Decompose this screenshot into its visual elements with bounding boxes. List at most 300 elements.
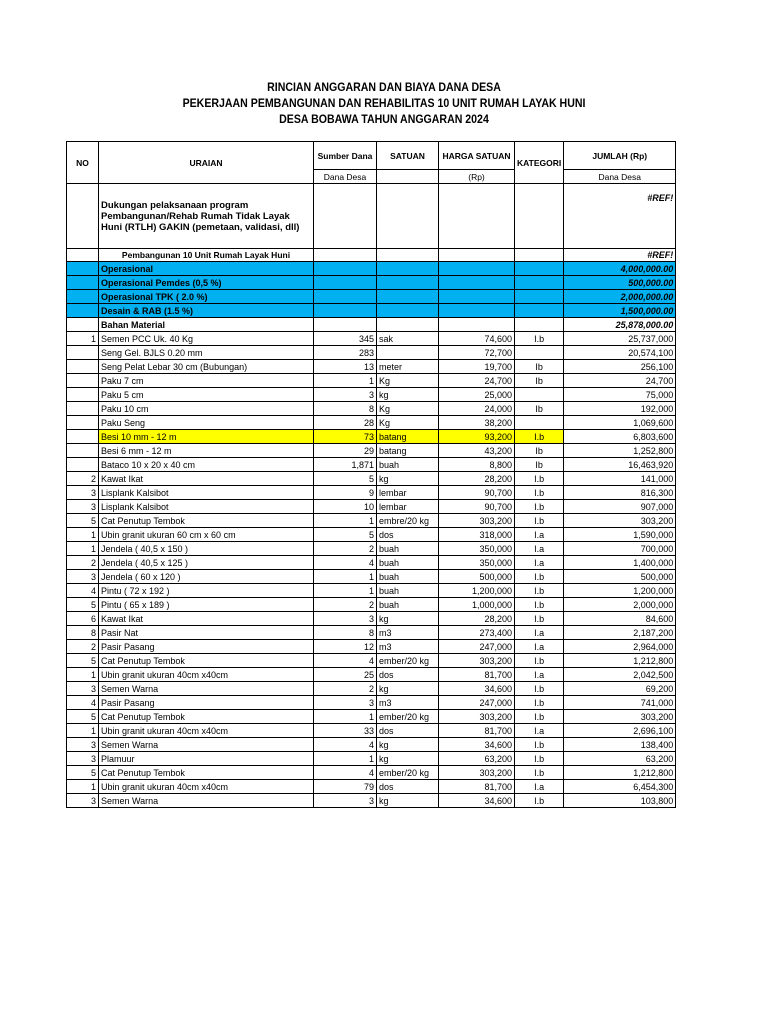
item-total: 25,737,000 <box>564 332 676 346</box>
item-price: 303,200 <box>439 710 515 724</box>
item-category: I.b <box>515 682 564 696</box>
item-qty: 1 <box>314 514 377 528</box>
item-no <box>67 360 99 374</box>
item-qty: 4 <box>314 738 377 752</box>
item-total: 69,200 <box>564 682 676 696</box>
item-total: 1,590,000 <box>564 528 676 542</box>
item-no: 5 <box>67 514 99 528</box>
op-label: Operasional TPK ( 2.0 %) <box>99 290 314 304</box>
header-satuan-blank <box>377 170 439 184</box>
item-qty: 12 <box>314 640 377 654</box>
item-qty: 13 <box>314 360 377 374</box>
operasional-row <box>67 262 676 276</box>
table-row <box>67 724 676 738</box>
item-category: Ib <box>515 360 564 374</box>
header-satuan: SATUAN <box>377 142 439 170</box>
item-unit: m3 <box>377 696 439 710</box>
item-total: 303,200 <box>564 514 676 528</box>
item-name: Plamuur <box>99 752 314 766</box>
item-price: 500,000 <box>439 570 515 584</box>
operasional-row <box>67 276 676 290</box>
item-qty: 1 <box>314 374 377 388</box>
table-row <box>67 542 676 556</box>
item-unit: dos <box>377 668 439 682</box>
item-category: Ib <box>515 374 564 388</box>
table-row <box>67 388 676 402</box>
item-total: 84,600 <box>564 612 676 626</box>
header-no: NO <box>67 142 99 184</box>
item-unit: kg <box>377 738 439 752</box>
item-category: I.b <box>515 514 564 528</box>
item-qty: 1 <box>314 752 377 766</box>
op-satuan <box>377 290 439 304</box>
item-total: 63,200 <box>564 752 676 766</box>
item-name: Pintu ( 65 x 189 ) <box>99 598 314 612</box>
item-no: 5 <box>67 710 99 724</box>
item-category: I.b <box>515 794 564 808</box>
table-row <box>67 780 676 794</box>
item-qty: 29 <box>314 444 377 458</box>
intro-row <box>67 184 676 249</box>
item-name: Semen PCC Uk. 40 Kg <box>99 332 314 346</box>
item-name: Ubin granit ukuran 40cm x40cm <box>99 780 314 794</box>
item-name: Bataco 10 x 20 x 40 cm <box>99 458 314 472</box>
item-category: I.a <box>515 640 564 654</box>
item-category: I.a <box>515 780 564 794</box>
op-kategori <box>515 304 564 318</box>
table-row <box>67 500 676 514</box>
item-qty: 33 <box>314 724 377 738</box>
sub-harga <box>439 249 515 262</box>
item-total: 907,000 <box>564 500 676 514</box>
table-row <box>67 556 676 570</box>
item-qty: 10 <box>314 500 377 514</box>
item-total: 1,069,600 <box>564 416 676 430</box>
table-row <box>67 738 676 752</box>
item-category: Ib <box>515 444 564 458</box>
header-jumlah: JUMLAH (Rp) <box>564 142 676 170</box>
item-unit: dos <box>377 724 439 738</box>
item-category: Ib <box>515 402 564 416</box>
sub-no <box>67 249 99 262</box>
header-row-1 <box>67 142 676 170</box>
operasional-row <box>67 290 676 304</box>
op-no <box>67 276 99 290</box>
item-name: Cat Penutup Tembok <box>99 654 314 668</box>
header-sumber-dana: Sumber Dana <box>314 142 377 170</box>
table-row <box>67 374 676 388</box>
item-no: 3 <box>67 486 99 500</box>
item-name: Cat Penutup Tembok <box>99 710 314 724</box>
bahan-total: 25,878,000.00 <box>564 318 676 332</box>
item-qty: 3 <box>314 612 377 626</box>
item-price: 350,000 <box>439 542 515 556</box>
header-harga-satuan: HARGA SATUAN <box>439 142 515 170</box>
item-price: 1,200,000 <box>439 584 515 598</box>
item-name: Ubin granit ukuran 40cm x40cm <box>99 668 314 682</box>
item-category: I.a <box>515 528 564 542</box>
op-sumber <box>314 262 377 276</box>
item-total: 1,212,800 <box>564 766 676 780</box>
item-price: 303,200 <box>439 654 515 668</box>
title-line-2: PEKERJAAN PEMBANGUNAN DAN REHABILITAS 10 UNIT RUMAH LAYAK HUNI <box>182 98 586 110</box>
item-name: Paku 5 cm <box>99 388 314 402</box>
item-price: 247,000 <box>439 640 515 654</box>
item-price: 34,600 <box>439 794 515 808</box>
table-row <box>67 612 676 626</box>
item-qty: 2 <box>314 598 377 612</box>
item-name: Cat Penutup Tembok <box>99 514 314 528</box>
item-unit: batang <box>377 430 439 444</box>
item-price: 93,200 <box>439 430 515 444</box>
item-total: 2,187,200 <box>564 626 676 640</box>
item-category: I.b <box>515 710 564 724</box>
item-price: 74,600 <box>439 332 515 346</box>
item-qty: 345 <box>314 332 377 346</box>
title-line-1: RINCIAN ANGGARAN DAN BIAYA DANA DESA <box>267 82 501 94</box>
header-dana-desa-2: Dana Desa <box>564 170 676 184</box>
item-name: Kawat Ikat <box>99 472 314 486</box>
item-no: 1 <box>67 668 99 682</box>
item-no: 3 <box>67 570 99 584</box>
table-row <box>67 640 676 654</box>
item-unit: dos <box>377 780 439 794</box>
op-sumber <box>314 276 377 290</box>
item-unit: lembar <box>377 500 439 514</box>
op-total: 4,000,000.00 <box>564 262 676 276</box>
op-label: Operasional <box>99 262 314 276</box>
item-total: 2,964,000 <box>564 640 676 654</box>
table-row <box>67 710 676 724</box>
item-price: 90,700 <box>439 500 515 514</box>
item-name: Semen Warna <box>99 682 314 696</box>
item-category: I.a <box>515 626 564 640</box>
item-unit: buah <box>377 570 439 584</box>
item-price: 81,700 <box>439 780 515 794</box>
item-no: 1 <box>67 332 99 346</box>
item-price: 303,200 <box>439 766 515 780</box>
item-no: 6 <box>67 612 99 626</box>
subtitle-total: #REF! <box>564 249 676 262</box>
item-category: I.b <box>515 472 564 486</box>
op-harga <box>439 290 515 304</box>
item-name: Pintu ( 72 x 192 ) <box>99 584 314 598</box>
item-name: Pasir Nat <box>99 626 314 640</box>
item-total: 1,400,000 <box>564 556 676 570</box>
item-price: 81,700 <box>439 724 515 738</box>
op-label: Desain & RAB (1.5 %) <box>99 304 314 318</box>
item-name: Besi 6 mm - 12 m <box>99 444 314 458</box>
item-total: 816,300 <box>564 486 676 500</box>
table-row <box>67 444 676 458</box>
item-category: I.b <box>515 486 564 500</box>
op-total: 2,000,000.00 <box>564 290 676 304</box>
item-price: 318,000 <box>439 528 515 542</box>
intro-satuan <box>377 184 439 249</box>
item-unit: kg <box>377 388 439 402</box>
item-total: 192,000 <box>564 402 676 416</box>
sub-kategori <box>515 249 564 262</box>
item-total: 1,200,000 <box>564 584 676 598</box>
item-no <box>67 430 99 444</box>
item-qty: 1 <box>314 570 377 584</box>
item-qty: 3 <box>314 794 377 808</box>
item-unit: buah <box>377 458 439 472</box>
item-category <box>515 388 564 402</box>
item-unit: ember/20 kg <box>377 710 439 724</box>
item-category: I.a <box>515 668 564 682</box>
table-row <box>67 514 676 528</box>
op-no <box>67 290 99 304</box>
item-no: 3 <box>67 752 99 766</box>
item-total: 16,463,920 <box>564 458 676 472</box>
subtitle-label: Pembangunan 10 Unit Rumah Layak Huni <box>99 249 314 262</box>
item-total: 2,000,000 <box>564 598 676 612</box>
item-no <box>67 458 99 472</box>
item-category: I.b <box>515 654 564 668</box>
item-no: 3 <box>67 738 99 752</box>
item-name: Pasir Pasang <box>99 640 314 654</box>
item-category: I.b <box>515 738 564 752</box>
item-category <box>515 416 564 430</box>
operasional-row <box>67 304 676 318</box>
item-unit: batang <box>377 444 439 458</box>
item-unit <box>377 346 439 360</box>
item-unit: Kg <box>377 416 439 430</box>
table-row <box>67 360 676 374</box>
item-name: Seng Pelat Lebar 30 cm (Bubungan) <box>99 360 314 374</box>
item-total: 256,100 <box>564 360 676 374</box>
item-unit: Kg <box>377 374 439 388</box>
op-satuan <box>377 262 439 276</box>
item-no: 2 <box>67 472 99 486</box>
table-row <box>67 486 676 500</box>
bahan-material-row <box>67 318 676 332</box>
item-total: 500,000 <box>564 570 676 584</box>
item-price: 38,200 <box>439 416 515 430</box>
item-qty: 9 <box>314 486 377 500</box>
op-satuan <box>377 276 439 290</box>
item-total: 138,400 <box>564 738 676 752</box>
table-row <box>67 402 676 416</box>
item-price: 34,600 <box>439 682 515 696</box>
item-no: 5 <box>67 766 99 780</box>
sub-sumber <box>314 249 377 262</box>
budget-table <box>66 141 676 808</box>
item-no: 5 <box>67 654 99 668</box>
item-unit: m3 <box>377 626 439 640</box>
item-unit: dos <box>377 528 439 542</box>
item-name: Lisplank Kalsibot <box>99 500 314 514</box>
bahan-harga <box>439 318 515 332</box>
op-harga <box>439 276 515 290</box>
item-name: Jendela ( 40,5 x 150 ) <box>99 542 314 556</box>
item-unit: buah <box>377 542 439 556</box>
item-price: 63,200 <box>439 752 515 766</box>
sub-satuan <box>377 249 439 262</box>
item-no: 2 <box>67 556 99 570</box>
item-name: Seng Gel. BJLS 0.20 mm <box>99 346 314 360</box>
item-price: 273,400 <box>439 626 515 640</box>
item-unit: lembar <box>377 486 439 500</box>
item-unit: sak <box>377 332 439 346</box>
item-total: 2,042,500 <box>564 668 676 682</box>
item-qty: 25 <box>314 668 377 682</box>
item-price: 28,200 <box>439 472 515 486</box>
item-qty: 4 <box>314 654 377 668</box>
intro-total: #REF! <box>564 184 676 249</box>
op-kategori <box>515 262 564 276</box>
item-qty: 1 <box>314 584 377 598</box>
item-total: 20,574,100 <box>564 346 676 360</box>
item-unit: meter <box>377 360 439 374</box>
item-name: Paku Seng <box>99 416 314 430</box>
item-unit: embre/20 kg <box>377 514 439 528</box>
table-row <box>67 598 676 612</box>
item-category: I.b <box>515 598 564 612</box>
intro-kategori <box>515 184 564 249</box>
item-qty: 3 <box>314 388 377 402</box>
op-no <box>67 304 99 318</box>
item-qty: 4 <box>314 766 377 780</box>
item-price: 1,000,000 <box>439 598 515 612</box>
item-price: 25,000 <box>439 388 515 402</box>
item-qty: 2 <box>314 682 377 696</box>
table-row <box>67 794 676 808</box>
item-no: 3 <box>67 500 99 514</box>
item-qty: 1 <box>314 710 377 724</box>
op-sumber <box>314 304 377 318</box>
item-no <box>67 444 99 458</box>
item-unit: kg <box>377 752 439 766</box>
item-total: 303,200 <box>564 710 676 724</box>
bahan-label: Bahan Material <box>99 318 314 332</box>
item-qty: 79 <box>314 780 377 794</box>
item-no: 1 <box>67 724 99 738</box>
op-total: 500,000.00 <box>564 276 676 290</box>
item-unit: kg <box>377 794 439 808</box>
item-category: I.b <box>515 612 564 626</box>
item-total: 75,000 <box>564 388 676 402</box>
title-line-3: DESA BOBAWA TAHUN ANGGARAN 2024 <box>279 114 489 126</box>
item-unit: kg <box>377 682 439 696</box>
op-label: Operasional Pemdes (0,5 %) <box>99 276 314 290</box>
item-qty: 3 <box>314 696 377 710</box>
item-qty: 5 <box>314 528 377 542</box>
item-total: 2,696,100 <box>564 724 676 738</box>
bahan-sumber <box>314 318 377 332</box>
item-price: 247,000 <box>439 696 515 710</box>
intro-description: Dukungan pelaksanaan program Pembangunan/Rehab Rumah Tidak Layak Huni (RTLH) GAKIN (pemetaan, validasi, dll) <box>99 184 314 249</box>
table-row <box>67 696 676 710</box>
item-qty: 283 <box>314 346 377 360</box>
op-satuan <box>377 304 439 318</box>
item-category: Ib <box>515 458 564 472</box>
item-unit: ember/20 kg <box>377 766 439 780</box>
item-unit: kg <box>377 472 439 486</box>
table-row <box>67 584 676 598</box>
table-row <box>67 416 676 430</box>
item-unit: buah <box>377 556 439 570</box>
item-price: 350,000 <box>439 556 515 570</box>
item-category: I.b <box>515 570 564 584</box>
item-price: 8,800 <box>439 458 515 472</box>
table-row <box>67 332 676 346</box>
item-name: Pasir Pasang <box>99 696 314 710</box>
item-category: I.b <box>515 696 564 710</box>
item-no: 5 <box>67 598 99 612</box>
item-unit: kg <box>377 612 439 626</box>
item-unit: buah <box>377 584 439 598</box>
item-qty: 73 <box>314 430 377 444</box>
op-sumber <box>314 290 377 304</box>
item-price: 28,200 <box>439 612 515 626</box>
item-name: Lisplank Kalsibot <box>99 486 314 500</box>
item-no: 4 <box>67 584 99 598</box>
item-total: 6,454,300 <box>564 780 676 794</box>
item-no: 1 <box>67 542 99 556</box>
item-name: Paku 10 cm <box>99 402 314 416</box>
item-category: I.a <box>515 556 564 570</box>
op-total: 1,500,000.00 <box>564 304 676 318</box>
item-name: Semen Warna <box>99 738 314 752</box>
item-qty: 28 <box>314 416 377 430</box>
item-price: 303,200 <box>439 514 515 528</box>
table-row <box>67 682 676 696</box>
table-row <box>67 430 676 444</box>
table-row <box>67 752 676 766</box>
item-category: I.a <box>515 542 564 556</box>
item-no: 8 <box>67 626 99 640</box>
item-no: 3 <box>67 794 99 808</box>
item-name: Semen Warna <box>99 794 314 808</box>
item-no <box>67 346 99 360</box>
item-category: I.b <box>515 752 564 766</box>
subtitle-row <box>67 249 676 262</box>
item-no: 1 <box>67 528 99 542</box>
item-qty: 2 <box>314 542 377 556</box>
intro-harga <box>439 184 515 249</box>
item-total: 700,000 <box>564 542 676 556</box>
item-no: 2 <box>67 640 99 654</box>
item-qty: 4 <box>314 556 377 570</box>
item-name: Ubin granit ukuran 40cm x40cm <box>99 724 314 738</box>
item-unit: buah <box>377 598 439 612</box>
op-kategori <box>515 276 564 290</box>
item-name: Jendela ( 60 x 120 ) <box>99 570 314 584</box>
table-row <box>67 626 676 640</box>
bahan-satuan <box>377 318 439 332</box>
op-no <box>67 262 99 276</box>
item-total: 6,803,600 <box>564 430 676 444</box>
table-row <box>67 346 676 360</box>
item-total: 1,212,800 <box>564 654 676 668</box>
table-row <box>67 528 676 542</box>
header-dana-desa-1: Dana Desa <box>314 170 377 184</box>
item-name: Ubin granit ukuran 60 cm x 60 cm <box>99 528 314 542</box>
table-row <box>67 570 676 584</box>
item-category: I.a <box>515 724 564 738</box>
item-total: 741,000 <box>564 696 676 710</box>
item-no <box>67 388 99 402</box>
item-category: I.b <box>515 500 564 514</box>
item-total: 24,700 <box>564 374 676 388</box>
item-category <box>515 346 564 360</box>
item-no <box>67 374 99 388</box>
item-price: 72,700 <box>439 346 515 360</box>
item-price: 24,000 <box>439 402 515 416</box>
document-titles <box>0 80 768 128</box>
